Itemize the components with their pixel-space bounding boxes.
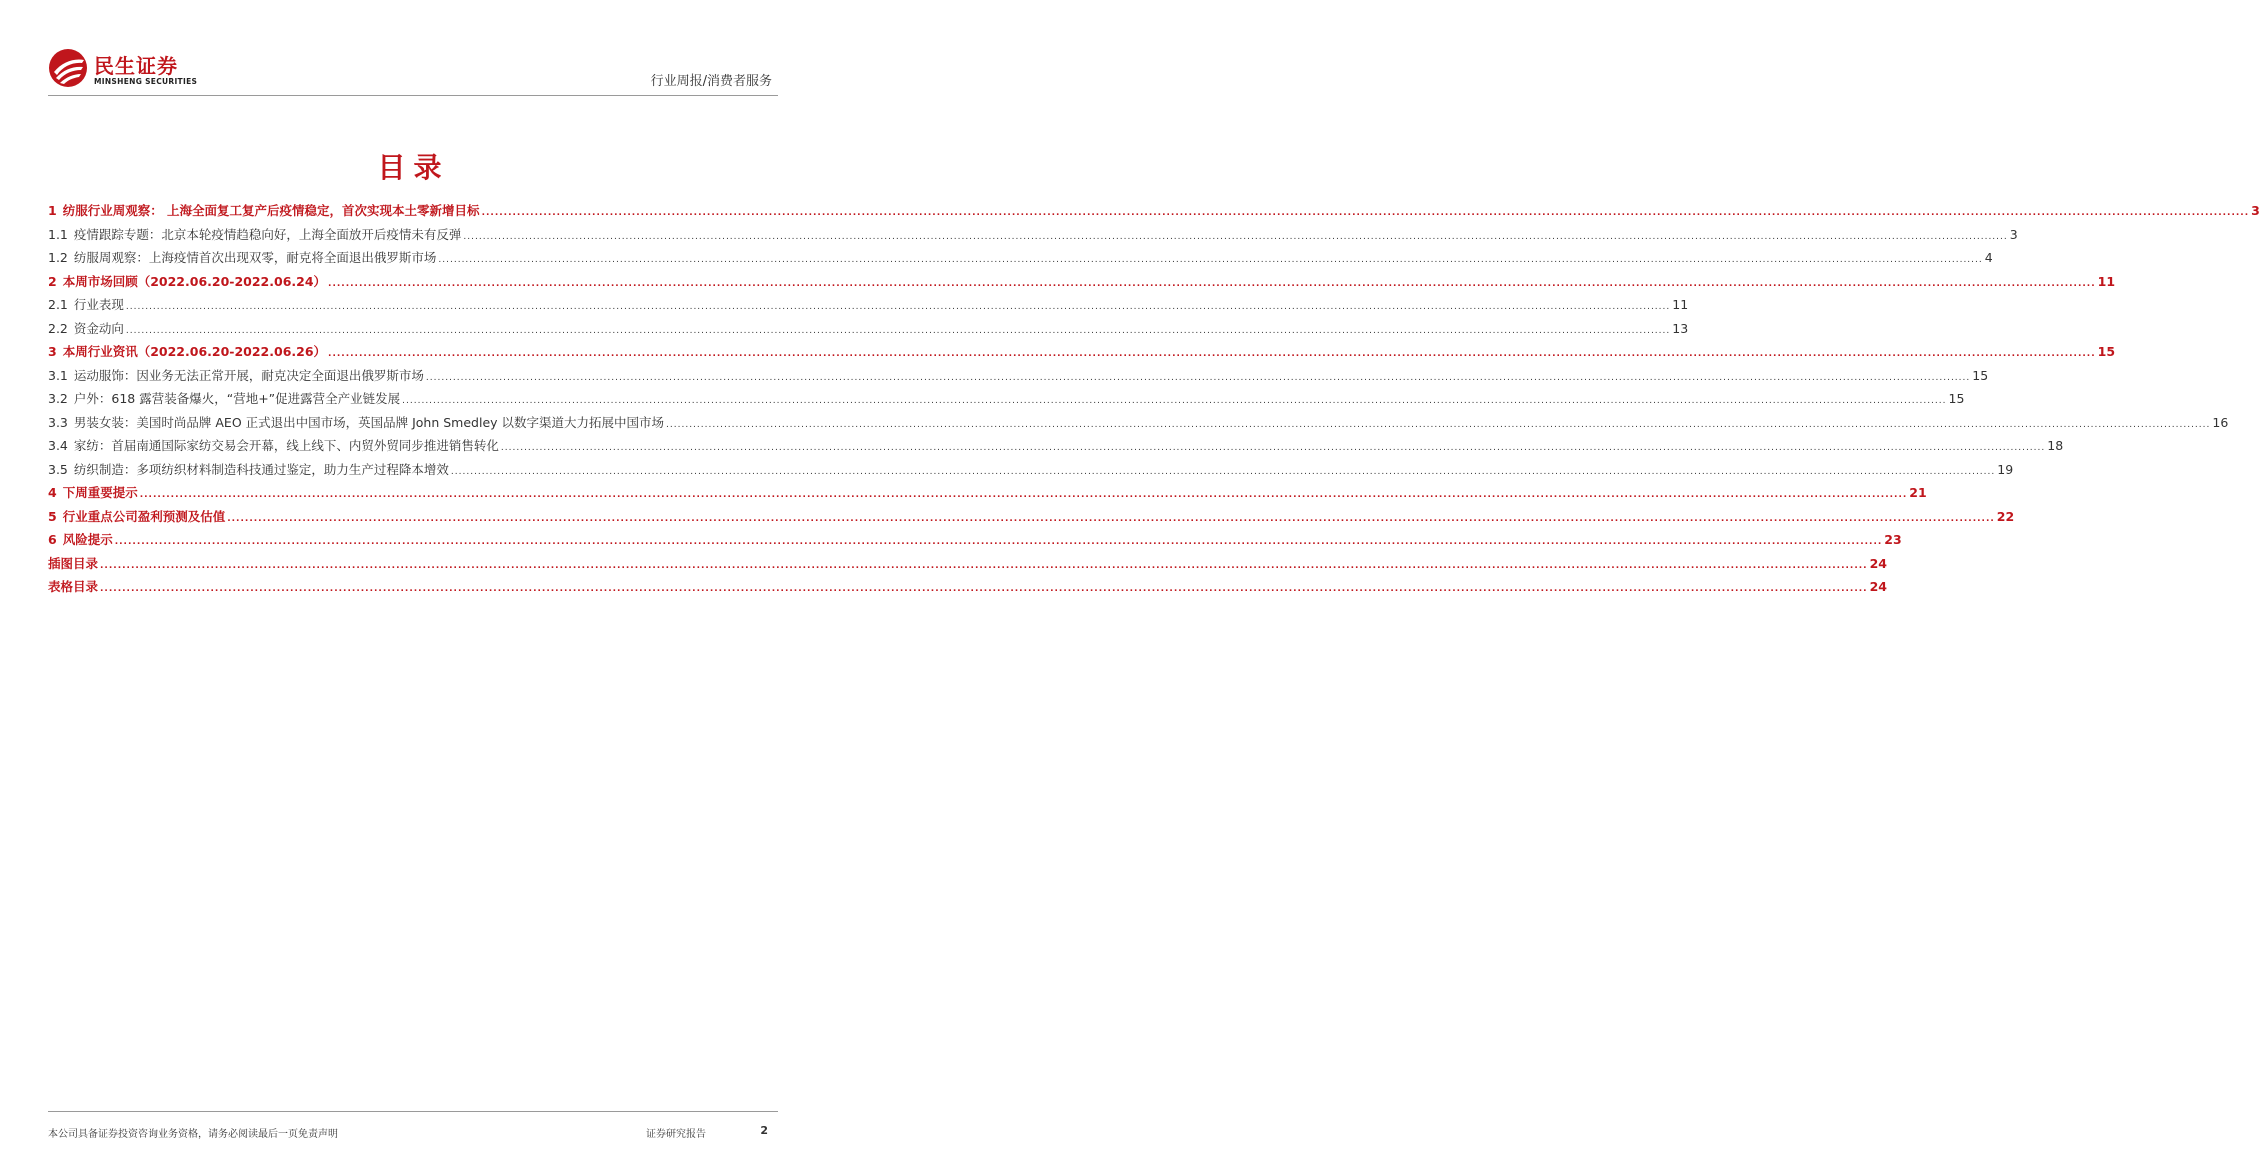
toc-entry-number: 4 (48, 485, 57, 500)
footer-page-number: 2 (760, 1124, 768, 1137)
toc-leader-dots: ................................................................................................................................................................................................................................................................................................................................................................................................................ (114, 537, 1883, 547)
toc-leader-dots: ................................................................................................................................................................................................................................................................................................................................................................................................................ (125, 302, 1671, 312)
toc-entry-text: 插图目录 (48, 555, 99, 571)
toc-entry-number: 1 (48, 203, 57, 218)
toc-entry-text: 纺服行业周观察： 上海全面复工复产后疫情稳定，首次实现本土零新增目标 (62, 203, 480, 218)
toc-entry-text: 下周重要提示 (62, 485, 138, 500)
toc-leader-dots: ................................................................................................................................................................................................................................................................................................................................................................................................................ (500, 443, 2046, 453)
toc-leader-dots: ................................................................................................................................................................................................................................................................................................................................................................................................................ (125, 325, 1671, 336)
toc-entry-page: 23 (1884, 532, 1902, 547)
toc-entry-number: 3.5 (48, 461, 68, 477)
toc-entry-text: 本周市场回顾（2022.06.20-2022.06.24） (62, 273, 327, 289)
footer-report-type: 证券研究报告 (646, 1129, 706, 1140)
toc-entry[interactable] (48, 481, 1927, 505)
toc-entry[interactable] (48, 552, 1887, 576)
toc-entry[interactable] (48, 575, 1887, 599)
toc-entry-number: 5 (48, 508, 57, 524)
toc-entry-page: 3 (2009, 226, 2018, 242)
toc-entry-page: 15 (1948, 391, 1965, 406)
toc-entry-page: 11 (1672, 297, 1689, 312)
toc-entry-page: 16 (2212, 414, 2229, 430)
toc-entry-page: 11 (2097, 273, 2116, 289)
toc-leader-dots: ................................................................................................................................................................................................................................................................................................................................................................................................................ (402, 396, 1947, 406)
toc-entry[interactable] (48, 411, 2229, 435)
toc-entry-text: 家纺：首届南通国际家纺交易会开幕，线上线下、内贸外贸同步推进销售转化 (73, 438, 499, 453)
toc-entry-number: 1.1 (48, 226, 68, 242)
toc-entry[interactable] (48, 458, 2014, 482)
toc-entry-page: 22 (1996, 508, 2015, 524)
toc-entry-text: 纺织制造：多项纺织材料制造科技通过鉴定，助力生产过程降本增效 (73, 461, 449, 477)
toc-entry-text: 行业重点公司盈利预测及估值 (62, 508, 226, 524)
toc-entry-page: 3 (2251, 203, 2260, 218)
page-footer (48, 1111, 778, 1151)
toc-entry[interactable] (48, 317, 1689, 341)
toc-leader-dots: ................................................................................................................................................................................................................................................................................................................................................................................................................ (481, 208, 2250, 218)
toc-leader-dots: ................................................................................................................................................................................................................................................................................................................................................................................................................ (328, 349, 2096, 359)
toc-leader-dots: ................................................................................................................................................................................................................................................................................................................................................................................................................ (139, 490, 1908, 500)
toc-entry[interactable] (48, 387, 1965, 411)
toc-entry-number: 2.1 (48, 297, 68, 312)
toc-entry-number: 1.2 (48, 250, 68, 265)
toc-entry-number: 2 (48, 273, 57, 289)
toc-entry-text: 风险提示 (62, 532, 113, 547)
company-logo (48, 48, 208, 92)
toc-entry[interactable] (48, 293, 1689, 317)
toc-entry-page: 21 (1909, 485, 1927, 500)
toc-entry-page: 24 (1869, 555, 1887, 571)
toc-entry[interactable] (48, 340, 2116, 364)
logo-chinese-name: 民生证券 (94, 54, 178, 78)
toc-entry-page: 15 (2097, 344, 2116, 359)
table-of-contents (48, 199, 2260, 599)
toc-entry-text: 纺服周观察：上海疫情首次出现双零，耐克将全面退出俄罗斯市场 (73, 250, 437, 265)
logo-english-name: MINSHENG SECURITIES (94, 77, 198, 86)
report-category: 行业周报/消费者服务 (650, 74, 772, 89)
toc-entry-text: 表格目录 (48, 579, 99, 594)
toc-entry-page: 19 (1997, 461, 2014, 477)
toc-entry-number: 3.4 (48, 438, 68, 453)
toc-entry-number: 3 (48, 344, 57, 359)
toc-entry-number: 3.1 (48, 367, 68, 383)
toc-entry-number: 2.2 (48, 320, 68, 336)
toc-entry-page: 15 (1972, 367, 1989, 383)
toc-entry-page: 18 (2047, 438, 2064, 453)
toc-leader-dots: ................................................................................................................................................................................................................................................................................................................................................................................................................ (100, 560, 1868, 571)
toc-title: 目录 (377, 151, 450, 184)
minsheng-logo-icon (48, 48, 88, 88)
toc-entry-text: 运动服饰：因业务无法正常开展，耐克决定全面退出俄罗斯市场 (73, 367, 424, 383)
toc-entry-text: 本周行业资讯（2022.06.20-2022.06.26） (62, 344, 327, 359)
footer-disclaimer: 本公司具备证券投资咨询业务资格，请务必阅读最后一页免责声明 (48, 1129, 338, 1140)
toc-leader-dots: ................................................................................................................................................................................................................................................................................................................................................................................................................ (100, 584, 1868, 594)
toc-entry-number: 3.3 (48, 414, 68, 430)
page-header (48, 44, 778, 96)
toc-entry[interactable] (48, 528, 1902, 552)
toc-entry-text: 资金动向 (73, 320, 124, 336)
toc-entry[interactable] (48, 223, 2018, 247)
toc-leader-dots: ................................................................................................................................................................................................................................................................................................................................................................................................................ (463, 231, 2008, 242)
toc-entry-number: 3.2 (48, 391, 68, 406)
toc-entry[interactable] (48, 364, 1989, 388)
toc-leader-dots: ................................................................................................................................................................................................................................................................................................................................................................................................................ (438, 255, 1983, 265)
toc-entry[interactable] (48, 434, 2064, 458)
toc-leader-dots: ................................................................................................................................................................................................................................................................................................................................................................................................................ (227, 513, 1995, 524)
toc-entry-text: 疫情跟踪专题：北京本轮疫情趋稳向好，上海全面放开后疫情未有反弹 (73, 226, 462, 242)
toc-entry-page: 4 (1984, 250, 1993, 265)
toc-leader-dots: ................................................................................................................................................................................................................................................................................................................................................................................................................ (666, 419, 2211, 430)
toc-entry-page: 24 (1869, 579, 1887, 594)
toc-entry[interactable] (48, 199, 2260, 223)
toc-entry-page: 13 (1672, 320, 1689, 336)
toc-leader-dots: ................................................................................................................................................................................................................................................................................................................................................................................................................ (328, 278, 2096, 289)
toc-entry[interactable] (48, 246, 1993, 270)
toc-entry-text: 行业表现 (73, 297, 124, 312)
toc-entry-text: 男装女装：美国时尚品牌 AEO 正式退出中国市场，英国品牌 John Smedley 以数字渠道大力拓展中国市场 (73, 414, 665, 430)
toc-entry-number: 6 (48, 532, 57, 547)
toc-entry[interactable] (48, 505, 2015, 529)
toc-entry[interactable] (48, 270, 2116, 294)
toc-leader-dots: ................................................................................................................................................................................................................................................................................................................................................................................................................ (425, 372, 1971, 383)
toc-entry-text: 户外：618 露营装备爆火，“营地+”促进露营全产业链发展 (73, 391, 401, 406)
toc-leader-dots: ................................................................................................................................................................................................................................................................................................................................................................................................................ (450, 466, 1996, 477)
